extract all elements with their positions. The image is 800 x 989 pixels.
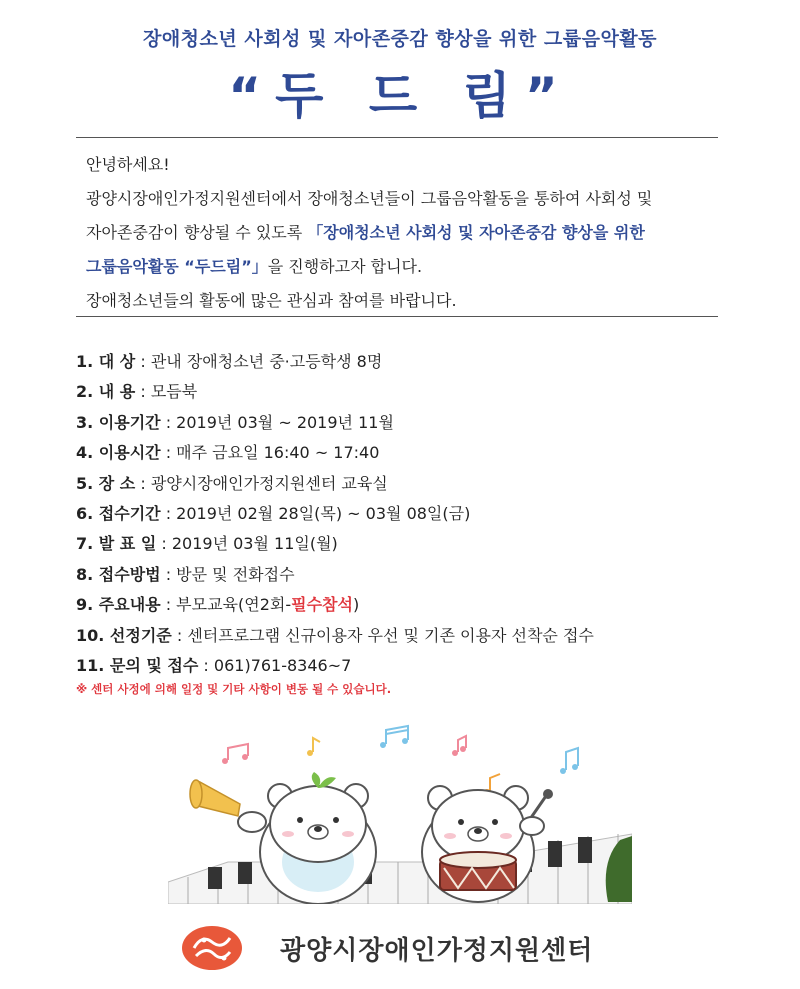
divider-top — [76, 137, 718, 138]
organization-logo-icon — [180, 922, 244, 972]
info-item-method: 8. 접수방법 : 방문 및 전화접수 — [76, 564, 295, 584]
program-highlight: 그룹음악활동 “두드림”」 — [86, 257, 268, 276]
piano-keys-icon — [168, 834, 632, 904]
intro-line — [86, 250, 718, 284]
info-item-application-period: 6. 접수기간 : 2019년 02월 28일(목) ~ 03월 08일(금) — [76, 503, 471, 523]
intro-section — [86, 148, 718, 318]
bears-music-illustration — [168, 712, 632, 904]
info-item-announcement: 7. 발 표 일 : 2019년 03월 11일(월) — [76, 534, 338, 554]
notice-text: ※ 센터 사정에 의해 일정 및 기타 사항이 변동 될 수 있습니다. — [76, 682, 392, 696]
info-item-period: 3. 이용기간 : 2019년 03월 ~ 2019년 11월 — [76, 412, 394, 432]
intro-text: 을 진행하고자 합니다. — [267, 257, 423, 276]
info-item-target: 1. 대 상 : 관내 장애청소년 중·고등학생 8명 — [76, 352, 383, 371]
page-title: “두 드 림” — [228, 67, 572, 125]
footer — [180, 922, 620, 972]
info-item-content: 2. 내 용 : 모듬북 — [76, 382, 198, 402]
program-highlight: 「장애청소년 사회성 및 자아존중감 향상을 위한 — [307, 223, 645, 242]
divider-bottom — [76, 316, 718, 317]
organization-name: 광양시장애인가정지원센터 — [280, 936, 594, 966]
intro-greeting: 안녕하세요! — [86, 155, 170, 174]
info-list — [76, 347, 756, 681]
intro-line: 광양시장애인가정지원센터에서 장애청소년들이 그룹음악활동을 통하여 사회성 및 — [86, 189, 653, 208]
intro-text: 자아존중감이 향상될 수 있도록 — [86, 223, 308, 242]
intro-line: 장애청소년들의 활동에 많은 관심과 참여를 바랍니다. — [86, 291, 457, 310]
page-subtitle: 장애청소년 사회성 및 자아존중감 향상을 위한 그룹음악활동 — [142, 28, 658, 50]
info-item-contact: 11. 문의 및 접수 : 061)761-8346~7 — [76, 655, 352, 675]
intro-line — [86, 216, 718, 250]
info-item-criteria: 10. 선정기준 : 센터프로그램 신규이용자 우선 및 기존 이용자 선착순 접수 — [76, 625, 594, 645]
info-item-place: 5. 장 소 : 광양시장애인가정지원센터 교육실 — [76, 473, 388, 493]
info-item-main-content: 9. 주요내용 : 부모교육(연2회-필수참석) — [76, 595, 360, 615]
required-badge: 필수참석 — [291, 595, 353, 615]
info-item-time: 4. 이용시간 : 매주 금요일 16:40 ~ 17:40 — [76, 443, 380, 463]
